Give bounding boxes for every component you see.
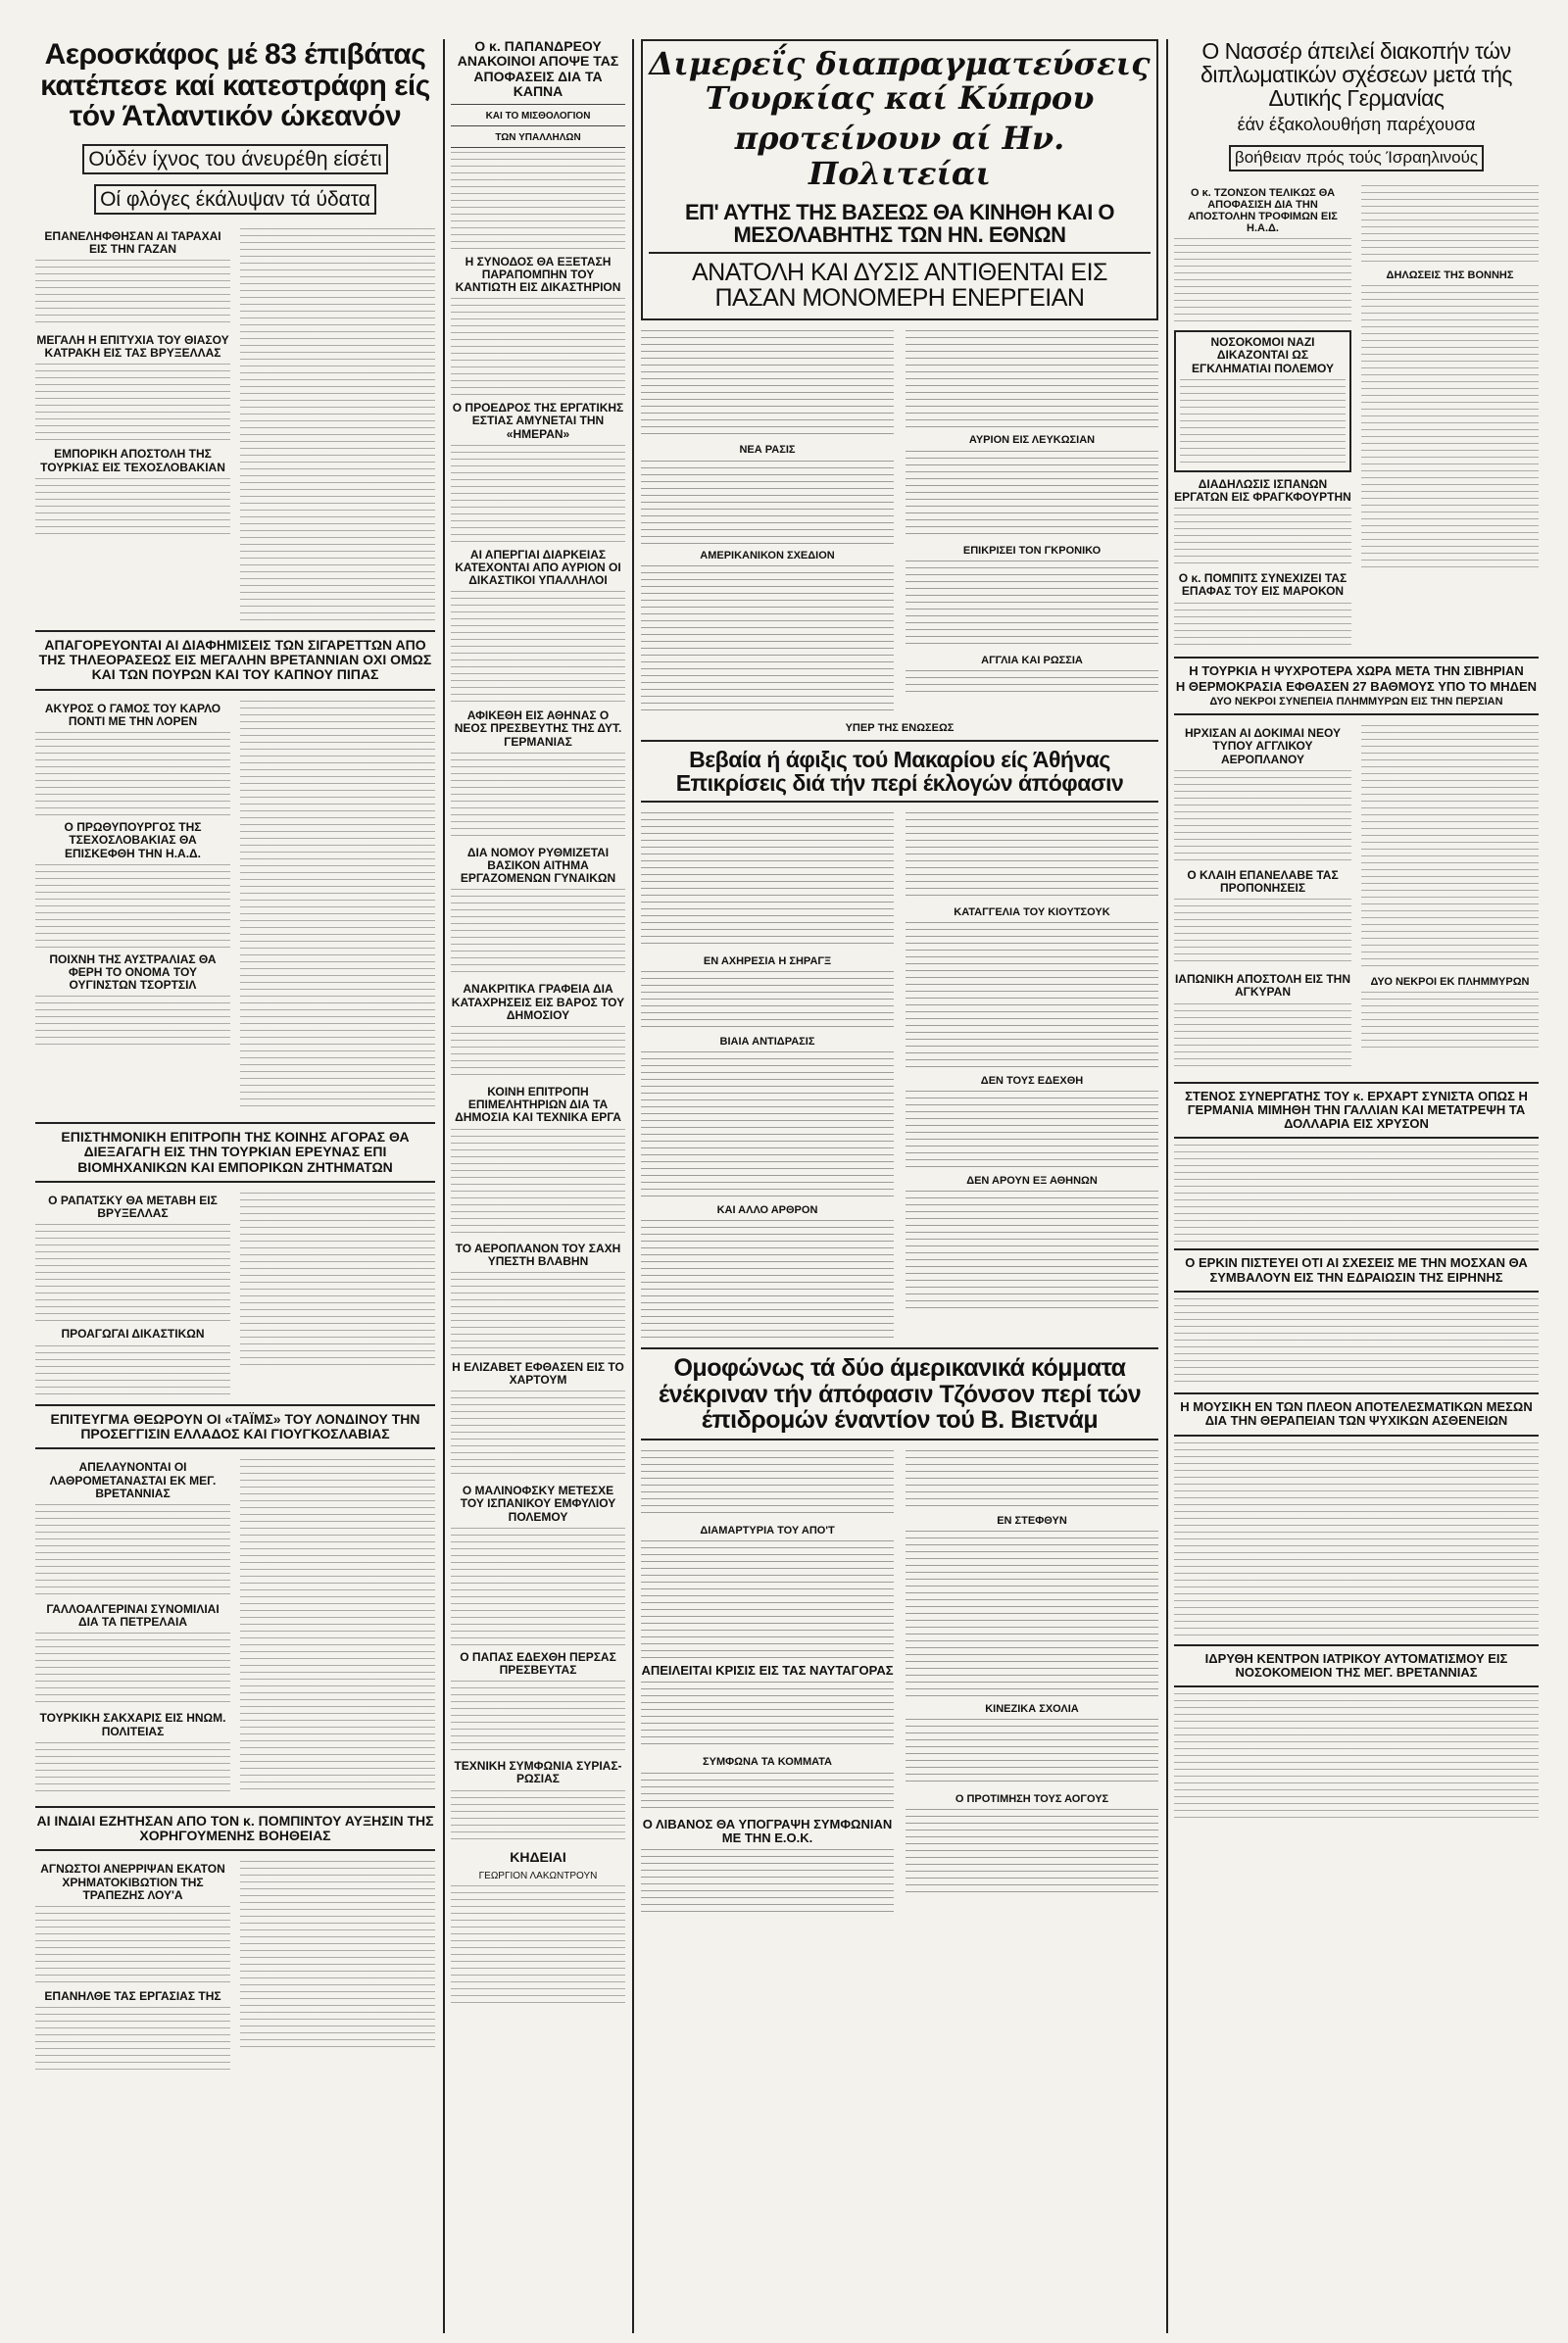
column-4 — [1174, 39, 1539, 2333]
section-heading: ΚΙΝΕΖΙΚΑ ΣΧΟΛΙΑ — [985, 1703, 1079, 1716]
article-heading-turkey-mission: ΕΜΠΟΡΙΚΗ ΑΠΟΣΤΟΛΗ ΤΗΣ ΤΟΥΡΚΙΑΣ ΕΙΣ ΤΕΧΟΣΛΟΒΑΚΙΑΝ — [40, 447, 225, 474]
article-body — [641, 565, 894, 712]
article-heading-erkin-moscow: Ο ΕΡΚΙΝ ΠΙΣΤΕΥΕΙ ΟΤΙ ΑΙ ΣΧΕΣΕΙΣ ΜΕ ΤΗΝ ΜΟΣΧΑΝ ΘΑ ΣΥΜΒΑΛΟΥΝ ΕΙΣ ΤΗΝ ΕΔΡΑΙΩΣΙΝ ΤΗΣ ΕΙΡΗΝΗΣ — [1185, 1255, 1528, 1285]
article-heading-strikes: ΑΙ ΑΠΕΡΓΙΑΙ ΔΙΑΡΚΕΙΑΣ ΚΑΤΕΧΟΝΤΑΙ ΑΠΟ ΑΥΡΙΟΝ ΟΙ ΔΙΚΑΣΤΙΚΟΙ ΥΠΑΛΛΗΛΟΙ — [455, 547, 621, 588]
article-heading-medical-automation: ΙΔΡΥΘΗ ΚΕΝΤΡΟΝ ΙΑΤΡΙΚΟΥ ΑΥΤΟΜΑΤΙΣΜΟΥ ΕΙΣ ΝΟΣΟΚΟΜΕΙΟΝ ΤΗΣ ΜΕΓ. ΒΡΕΤΑΝΝΙΑΣ — [1204, 1650, 1508, 1680]
article-body — [451, 591, 625, 704]
article-body — [1174, 770, 1351, 863]
article-body — [1361, 285, 1539, 569]
article-heading-rapacki: Ο ΡΑΠΑΤΣΚΥ ΘΑ ΜΕΤΑΒΗ ΕΙΣ ΒΡΥΞΕΛΛΑΣ — [48, 1194, 218, 1221]
article-heading-turkish-sugar: ΤΟΥΡΚΙΚΗ ΣΑΚΧΑΡΙΣ ΕΙΣ ΗΝΩΜ. ΠΟΛΙΤΕΙΑΣ — [39, 1711, 226, 1738]
section-heading: ΒΙΑΙΑ ΑΝΤΙΔΡΑΣΙΣ — [719, 1036, 815, 1049]
lead-headline-nasser: Ο Νασσέρ άπειλεί διακοπήν τών διπλωματικών σχέσεων μετά τής Δυτικής Γερμανίας — [1200, 38, 1512, 112]
article-heading-johnson-food: Ο κ. ΤΖΟΝΣΟΝ ΤΕΛΙΚΩΣ ΘΑ ΑΠΟΦΑΣΙΣΗ ΔΙΑ ΤΗΝ ΑΠΟΣΤΟΛΗΝ ΤΡΟΦΙΜΩΝ ΕΙΣ Η.Α.Δ. — [1188, 186, 1338, 235]
section-heading: ΚΑΤΑΓΓΕΛΙΑ ΤΟΥ ΚΙΟΥΤΣΟΥΚ — [954, 906, 1110, 918]
article-heading-gaza: ΕΠΑΝΕΛΗΦΘΗΣΑΝ ΑΙ ΤΑΡΑΧΑΙ ΕΙΣ ΤΗΝ ΓΑΖΑΝ — [44, 228, 221, 256]
article-heading-british-plane: ΗΡΧΙΣΑΝ ΑΙ ΔΟΚΙΜΑΙ ΝΕΟΥ ΤΥΠΟΥ ΑΓΓΛΙΚΟΥ ΑΕΡΟΠΛΑΝΟΥ — [1185, 726, 1341, 766]
article-body — [1180, 379, 1346, 463]
article-heading-turkey-cold: Η ΤΟΥΡΚΙΑ Η ΨΥΧΡΟΤΕΡΑ ΧΩΡΑ ΜΕΤΑ ΤΗΝ ΣΙΒΗΡΙΑΝ — [1189, 662, 1524, 678]
article-body — [35, 732, 230, 815]
lead-story-box — [641, 39, 1158, 320]
article-body — [451, 1681, 625, 1754]
article-body — [1361, 992, 1539, 1050]
article-heading-pope-persian: Ο ΠΑΠΑΣ ΕΔΕΧΘΗ ΠΕΡΣΑΣ ΠΡΕΣΒΕΥΤΑΣ — [460, 1649, 616, 1677]
article-heading-funerals: ΚΗΔΕΙΑΙ — [510, 1848, 566, 1865]
article-heading-elizabeth-khartoum: Η ΕΛΙΖΑΒΕΤ ΕΦΘΑΣΕΝ ΕΙΣ ΤΟ ΧΑΡΤΟΥΜ — [452, 1359, 624, 1388]
article-body — [641, 971, 894, 1030]
article-body — [641, 1849, 894, 1918]
article-body — [906, 561, 1158, 649]
section-heading: ΔΥΟ ΝΕΚΡΟΙ ΕΚ ΠΛΗΜΜΥΡΩΝ — [1370, 976, 1530, 989]
section-heading: ΕΝ ΣΤΕΦΘΥΝ — [997, 1515, 1067, 1528]
article-body — [906, 922, 1158, 1069]
article-body — [906, 1809, 1158, 1897]
article-heading-chambers-committee: ΚΟΙΝΗ ΕΠΙΤΡΟΠΗ ΕΠΙΜΕΛΗΤΗΡΙΩΝ ΔΙΑ ΤΑ ΔΗΜΟΣΙΑ ΚΑΙ ΤΕΧΝΙΚΑ ΕΡΓΑ — [455, 1084, 621, 1125]
lead-headline-east-west: ΑΝΑΤΟΛΗ ΚΑΙ ΔΥΣΙΣ ΑΝΤΙΘΕΝΤΑΙ ΕΙΣ ΠΑΣΑΝ ΜΟΝΟΜΕΡΗ ΕΝΕΡΓΕΙΑΝ — [691, 258, 1108, 313]
article-body — [451, 1129, 625, 1237]
article-body — [240, 1861, 435, 2047]
article-heading-malinovsky: Ο ΜΑΛΙΝΟΦΣΚΥ ΜΕΤΕΣΧΕ ΤΟΥ ΙΣΠΑΝΙΚΟΥ ΕΜΦΥΛΙΟΥ ΠΟΛΕΜΟΥ — [460, 1484, 616, 1524]
column-2 — [451, 39, 625, 2333]
article-heading-cigarettes: ΑΠΑΓΟΡΕΥΟΝΤΑΙ ΑΙ ΔΙΑΦΗΜΙΣΕΙΣ ΤΩΝ ΣΙΓΑΡΕΤΤΩΝ ΑΠΟ ΤΗΣ ΤΗΛΕΟΡΑΣΕΩΣ ΕΙΣ ΜΕΓΑΛΗΝ ΒΡΕΤΑΝΝΙΑΝ ΟΧΙ ΟΜΩΣ ΚΑΙ ΤΩΝ ΠΟΥΡΩΝ ΚΑΙ ΤΟΥ ΚΑΠΝΟΥ ΠΙΠΑΣ — [38, 636, 432, 683]
script-headline-us: προτείνουν αί Ην. Πολιτείαι — [734, 120, 1065, 192]
subheadline-flames: Οί φλόγες έκάλυψαν τά ύδατα — [94, 184, 376, 215]
article-heading-clay-training: Ο ΚΛΑΙΗ ΕΠΑΝΕΛΑΒΕ ΤΑΣ ΠΡΟΠΟΝΗΣΕΙΣ — [1187, 867, 1339, 896]
article-body — [240, 228, 435, 620]
article-body — [641, 1220, 894, 1338]
subheadline-nasser-1: έάν έξακολουθήση παρέχουσα — [1237, 115, 1476, 135]
article-body — [451, 152, 625, 250]
section-heading: ΔΗΛΩΣΕΙΣ ΤΗΣ ΒΟΝΝΗΣ — [1386, 268, 1514, 281]
article-heading-times-yugoslavia: ΕΠΙΤΕΥΓΜΑ ΘΕΩΡΟΥΝ ΟΙ «ΤΑΪΜΣ» ΤΟΥ ΛΟΝΔΙΝΟΥ ΤΗΝ ΠΡΟΣΕΓΓΙΣΙΝ ΕΛΛΑΔΟΣ ΚΑΙ ΓΙΟΥΓΚΟΣΛΑΒΙΑΣ — [50, 1410, 420, 1441]
article-heading-resumed-work: ΕΠΑΝΗΛΘΕ ΤΑΣ ΕΡΓΑΣΙΑΣ ΤΗΣ — [44, 1989, 221, 2004]
article-heading-illegal-immigrants: ΑΠΕΛΑΥΝΟΝΤΑΙ ΟΙ ΛΑΘΡΟΜΕΤΑΝΑΣΤΑΙ ΕΚ ΜΕΓ. ΒΡΕΤΑΝΝΙΑΣ — [49, 1460, 217, 1500]
article-body — [451, 445, 625, 543]
article-body — [35, 1742, 230, 1796]
article-heading-common-market: ΕΠΙΣΤΗΜΟΝΙΚΗ ΕΠΙΤΡΟΠΗ ΤΗΣ ΚΟΙΝΗΣ ΑΓΟΡΑΣ ΘΑ ΔΙΕΞΑΓΑΓΗ ΕΙΣ ΤΗΝ ΤΟΥΡΚΙΑΝ ΕΡΕΥΝΑΣ ΕΠΙ ΒΙΟΜΗΧΑΝΙΚΩΝ ΚΑΙ ΕΜΠΟΡΙΚΩΝ ΖΗΤΗΜΑΤΩΝ — [61, 1128, 410, 1175]
article-heading-synod: Η ΣΥΝΟΔΟΣ ΘΑ ΕΞΕΤΑΣΗ ΠΑΡΑΠΟΜΠΗΝ ΤΟΥ ΚΑΝΤΙΩΤΗ ΕΙΣ ΔΙΚΑΣΤΗΡΙΟΝ — [455, 254, 621, 294]
article-heading-working-women: ΔΙΑ ΝΟΜΟΥ ΡΥΘΜΙΖΕΤΑΙ ΒΑΣΙΚΟΝ ΑΙΤΗΜΑ ΕΡΓΑΖΟΜΕΝΩΝ ΓΥΝΑΙΚΩΝ — [460, 845, 616, 886]
section-heading: ΕΝ ΑΧΗΡΕΣΙΑ Η ΣΗΡΑΓΞ — [703, 955, 832, 967]
article-body — [240, 1193, 435, 1369]
article-body — [35, 2007, 230, 2075]
article-body — [641, 1450, 894, 1519]
script-headline-cyprus: Διμερεΐς διαπραγματεύσεις Τουρκίας καί Κύπρου — [649, 45, 1151, 118]
article-body — [1174, 899, 1351, 967]
article-body — [35, 1906, 230, 1984]
article-body — [451, 1885, 625, 2003]
article-body — [641, 1540, 894, 1658]
article-body — [641, 1773, 894, 1812]
article-body — [1174, 1145, 1539, 1243]
article-heading-ponti-loren: ΑΚΥΡΟΣ Ο ΓΑΜΟΣ ΤΟΥ ΚΑΡΛΟ ΠΟΝΤΙ ΜΕ ΤΗΝ ΛΟΡΕΝ — [44, 701, 221, 729]
article-body — [1174, 1003, 1351, 1072]
article-subheading-persia-floods: ΔΥΟ ΝΕΚΡΟΙ ΣΥΝΕΠΕΙΑ ΠΛΗΜΜΥΡΩΝ ΕΙΣ ΤΗΝ ΠΕΡΣΙΑΝ — [1209, 696, 1503, 708]
article-subheading-temperature: Η ΘΕΡΜΟΚΡΑΣΙΑ ΕΦΘΑΣΕΝ 27 ΒΑΘΜΟΥΣ ΥΠΟ ΤΟ ΜΗΔΕΝ — [1175, 678, 1538, 694]
article-heading-nazi-nurses: ΝΟΣΟΚΟΜΟΙ ΝΑΖΙ ΔΙΚΑΖΟΝΤΑΙ ΩΣ ΕΓΚΛΗΜΑΤΙΑΙ ΠΟΛΕΜΟΥ — [1192, 335, 1334, 375]
article-body — [451, 298, 625, 396]
column-1 — [35, 39, 435, 2333]
article-heading-music-therapy: Η ΜΟΥΣΙΚΗ ΕΝ ΤΩΝ ΠΛΕΟΝ ΑΠΟΤΕΛΕΣΜΑΤΙΚΩΝ ΜΕΣΩΝ ΔΙΑ ΤΗΝ ΘΕΡΑΠΕΙΑΝ ΤΩΝ ΨΥΧΙΚΩΝ ΑΣΘΕΝΕΙΩΝ — [1180, 1399, 1533, 1429]
headline-johnson-vietnam: Ομοφώνως τά δύο άμερικανικά κόμματα ένέκριναν τήν άπόφασιν Τζόνσον περί τών έπιδρομών έναντίον τού Β. Βιετνάμ — [658, 1354, 1142, 1434]
article-heading-syria-russia: ΤΕΧΝΙΚΗ ΣΥΜΦΩΝΙΑ ΣΥΡΙΑΣ-ΡΩΣΙΑΣ — [454, 1759, 622, 1786]
boxed-article — [1174, 330, 1351, 472]
article-heading-judicial-promotions: ΠΡΟΑΓΩΓΑΙ ΔΙΚΑΣΤΙΚΩΝ — [61, 1327, 205, 1342]
section-heading: ΔΕΝ ΤΟΥΣ ΕΔΕΧΘΗ — [980, 1075, 1084, 1088]
article-body — [641, 330, 894, 438]
article-heading-erhard-gold: ΣΤΕΝΟΣ ΣΥΝΕΡΓΑΤΗΣ ΤΟΥ κ. ΕΡΧΑΡΤ ΣΥΝΙΣΤΑ ΟΠΩΣ Η ΓΕΡΜΑΝΙΑ ΜΙΜΗΘΗ ΤΗΝ ΓΑΛΛΙΑΝ ΚΑΙ ΜΕΤΑΤΡΕΨΗ ΤΑ ΔΟΛΛΑΡΙΑ ΕΙΣ ΧΡΥΣΟΝ — [1185, 1088, 1528, 1132]
section-heading: ΑΓΓΛΙΑ ΚΑΙ ΡΩΣΣΙΑ — [981, 654, 1083, 666]
article-body — [1174, 603, 1351, 647]
section-heading: Ο ΠΡΟΤΙΜΗΣΗ ΤΟΥΣ ΑΟΓΟΥΣ — [955, 1793, 1109, 1806]
section-heading: ΚΑΙ ΑΛΛΟ ΑΡΘΡΟΝ — [716, 1204, 818, 1217]
article-body — [451, 1391, 625, 1479]
article-heading-workers-hearth: Ο ΠΡΟΕΔΡΟΣ ΤΗΣ ΕΡΓΑΤΙΚΗΣ ΕΣΤΙΑΣ ΑΜΥΝΕΤΑΙ ΤΗΝ «ΗΜΕΡΑΝ» — [452, 401, 624, 441]
section-heading: ΑΜΕΡΙΚΑΝΙΚΟΝ ΣΧΕΔΙΟΝ — [700, 549, 835, 561]
article-body — [1174, 1442, 1539, 1638]
article-body — [451, 1528, 625, 1645]
column-rule — [632, 39, 634, 2333]
column-rule — [443, 39, 445, 2333]
article-heading-pompits-morocco: Ο κ. ΠΟΜΠΙΤΣ ΣΥΝΕΧΙΖΕΙ ΤΑΣ ΕΠΑΦΑΣ ΤΟΥ ΕΙΣ ΜΑΡΟΚΟΝ — [1178, 571, 1348, 599]
section-heading: ΔΙΑΜΑΡΤΥΡΙΑ ΤΟΥ ΑΠΟ'Τ — [700, 1525, 835, 1538]
article-heading-shah-plane: ΤΟ ΑΕΡΟΠΛΑΝΟΝ ΤΟΥ ΣΑΧΗ ΥΠΕΣΤΗ ΒΛΑΒΗΝ — [455, 1241, 621, 1268]
section-heading: ΝΕΑ ΡΑΣΙΣ — [739, 444, 796, 457]
article-heading-safe-bank: ΑΓΝΩΣΤΟΙ ΑΝΕΡΡΙΨΑΝ ΕΚΑΤΟΝ ΧΡΗΜΑΤΟΚΙΒΩΤΙΟΝ ΤΗΣ ΤΡΑΠΕΖΗΣ ΛΟΥ'Α — [40, 1862, 225, 1902]
article-body — [906, 330, 1158, 428]
article-body — [906, 1191, 1158, 1308]
article-body — [451, 1026, 625, 1080]
lead-headline-aircraft: Αεροσκάφος μέ 83 έπιβάτας κατέπεσε καί κατεστράφη είς τόν Άτλαντικόν ώκεανόν — [40, 38, 430, 132]
article-heading-franco-algerian-oil: ΓΑΛΛΟΑΛΓΕΡΙΝΑΙ ΣΥΝΟΜΙΛΙΑΙ ΔΙΑ ΤΑ ΠΕΤΡΕΛΑΙΑ — [46, 1601, 220, 1630]
article-heading-investigation-offices: ΑΝΑΚΡΙΤΙΚΑ ΓΡΑΦΕΙΑ ΔΙΑ ΚΑΤΑΧΡΗΣΕΙΣ ΕΙΣ ΒΑΡΟΣ ΤΟΥ ΔΗΜΟΣΙΟΥ — [451, 982, 625, 1022]
article-body — [451, 753, 625, 841]
article-body — [35, 260, 230, 328]
article-heading-lebanon-eec: Ο ΛΙΒΑΝΟΣ ΘΑ ΥΠΟΓΡΑΨΗ ΣΥΜΦΩΝΙΑΝ ΜΕ ΤΗΝ Ε.Ο.Κ. — [642, 1816, 893, 1845]
article-heading-spanish-workers: ΔΙΑΔΗΛΩΣΙΣ ΙΣΠΑΝΩΝ ΕΡΓΑΤΩΝ ΕΙΣ ΦΡΑΓΚΦΟΥΡΤΗΝ — [1174, 476, 1351, 505]
article-body — [906, 670, 1158, 695]
article-body — [35, 864, 230, 948]
article-body — [906, 1091, 1158, 1169]
article-subheading-salaries: ΚΑΙ ΤΟ ΜΙΣΘΟΛΟΓΙΟΝ — [485, 110, 591, 122]
subheadline-nasser-2: βοήθειαν πρός τούς Ίσραηλινούς — [1229, 145, 1484, 171]
article-body — [1361, 185, 1539, 264]
headline-makarios: Βεβαία ή άφιξις τού Μακαρίου είς Άθήνας Επικρίσεις διά τήν περί έκλογών άπόφασιν — [675, 746, 1124, 796]
article-body — [35, 1224, 230, 1322]
article-body — [35, 1504, 230, 1597]
section-heading: ΑΥΡΙΟΝ ΕΙΣ ΛΕΥΚΩΣΙΑΝ — [968, 434, 1096, 447]
article-body — [451, 1790, 625, 1844]
article-heading-churchill-town: ΠΟΙΧΝΗ ΤΗΣ ΑΥΣΤΡΑΛΙΑΣ ΘΑ ΦΕΡΗ ΤΟ ΟΝΟΜΑ ΤΟΥ ΟΥΓΙΝΣΤΩΝ ΤΣΟΡΤΣΙΛ — [49, 952, 217, 993]
article-heading-ambassador: ΑΦΙΚΕΘΗ ΕΙΣ ΑΘΗΝΑΣ Ο ΝΕΟΣ ΠΡΕΣΒΕΥΤΗΣ ΤΗΣ ΔΥΤ. ΓΕΡΜΑΝΙΑΣ — [454, 708, 622, 749]
article-body — [451, 889, 625, 977]
article-body — [240, 701, 435, 1112]
article-body — [1174, 1298, 1539, 1387]
article-heading-shipping-crisis: ΑΠΕΙΛΕΙΤΑΙ ΚΡΙΣΙΣ ΕΙΣ ΤΑΣ ΝΑΥΤΑΓΟΡΑΣ — [641, 1663, 894, 1679]
article-heading-papandreou: Ο κ. ΠΑΠΑΝΔΡΕΟΥ ΑΝΑΚΟΙΝΟΙ ΑΠΟΨΕ ΤΑΣ ΑΠΟΦΑΣΕΙΣ ΔΙΑ ΤΑ ΚΑΠΝΑ — [457, 38, 619, 100]
article-body — [906, 451, 1158, 539]
article-body — [35, 1633, 230, 1706]
article-body — [906, 812, 1158, 901]
column-3 — [641, 39, 1158, 2333]
subheadline-no-trace: Ούδέν ίχνος του άνευρέθη είσέτι — [82, 144, 387, 174]
funeral-name: ΓΕΩΡΓΙΟΝ ΛΑΚΩΝΤΡΟΥΝ — [478, 1870, 598, 1881]
article-body — [1174, 238, 1351, 326]
section-heading: ΥΠΕΡ ΤΗΣ ΕΝΩΣΕΩΣ — [845, 721, 955, 734]
article-body — [35, 364, 230, 442]
column-rule — [1166, 39, 1168, 2333]
section-heading: ΕΠΙΚΡΙΣΕΙ ΤΟΝ ΓΚΡΟΝΙΚΟ — [962, 544, 1102, 557]
article-body — [35, 996, 230, 1049]
article-body — [641, 812, 894, 950]
article-body — [1361, 725, 1539, 970]
article-body — [240, 1459, 435, 1792]
article-body — [1174, 1693, 1539, 1821]
article-heading-india-pompidou: ΑΙ ΙΝΔΙΑΙ ΕΖΗΤΗΣΑΝ ΑΠΟ ΤΟΝ κ. ΠΟΜΠΙΝΤΟΥ ΑΥΞΗΣΙΝ ΤΗΣ ΧΟΡΗΓΟΥΜΕΝΗΣ ΒΟΗΘΕΙΑΣ — [36, 1812, 434, 1844]
article-body — [906, 1719, 1158, 1787]
article-heading-czech-pm: Ο ΠΡΩΘΥΠΟΥΡΓΟΣ ΤΗΣ ΤΣΕΧΟΣΛΟΒΑΚΙΑΣ ΘΑ ΕΠΙΣΚΕΦΘΗ ΤΗΝ Η.Α.Δ. — [64, 820, 202, 860]
article-body — [641, 1051, 894, 1198]
lead-headline-mediator: ΕΠ' ΑΥΤΗΣ ΤΗΣ ΒΑΣΕΩΣ ΘΑ ΚΙΝΗΘΗ ΚΑΙ Ο ΜΕΣΟΛΑΒΗΤΗΣ ΤΩΝ ΗΝ. ΕΘΝΩΝ — [684, 199, 1115, 247]
article-body — [451, 1272, 625, 1355]
article-heading-japanese-mission: ΙΑΠΩΝΙΚΗ ΑΠΟΣΤΟΛΗ ΕΙΣ ΤΗΝ ΑΓΚΥΡΑΝ — [1174, 972, 1351, 1000]
article-body — [35, 1345, 230, 1394]
article-subheading-employees: ΤΩΝ ΥΠΑΛΛΗΛΩΝ — [495, 131, 581, 143]
section-heading: ΣΥΜΦΩΝΑ ΤΑ ΚΟΜΜΑΤΑ — [703, 1756, 832, 1769]
article-body — [1174, 508, 1351, 566]
article-heading-katrakis: ΜΕΓΑΛΗ Η ΕΠΙΤΥΧΙΑ ΤΟΥ ΘΙΑΣΟΥ ΚΑΤΡΑΚΗ ΕΙΣ ΤΑΣ ΒΡΥΞΕΛΛΑΣ — [36, 333, 229, 361]
article-body — [641, 1682, 894, 1750]
article-body — [35, 478, 230, 537]
article-body — [906, 1531, 1158, 1697]
article-body — [641, 461, 894, 544]
section-heading: ΔΕΝ ΑΡΟΥΝ ΕΞ ΑΘΗΝΩΝ — [966, 1175, 1098, 1188]
article-body — [906, 1450, 1158, 1509]
